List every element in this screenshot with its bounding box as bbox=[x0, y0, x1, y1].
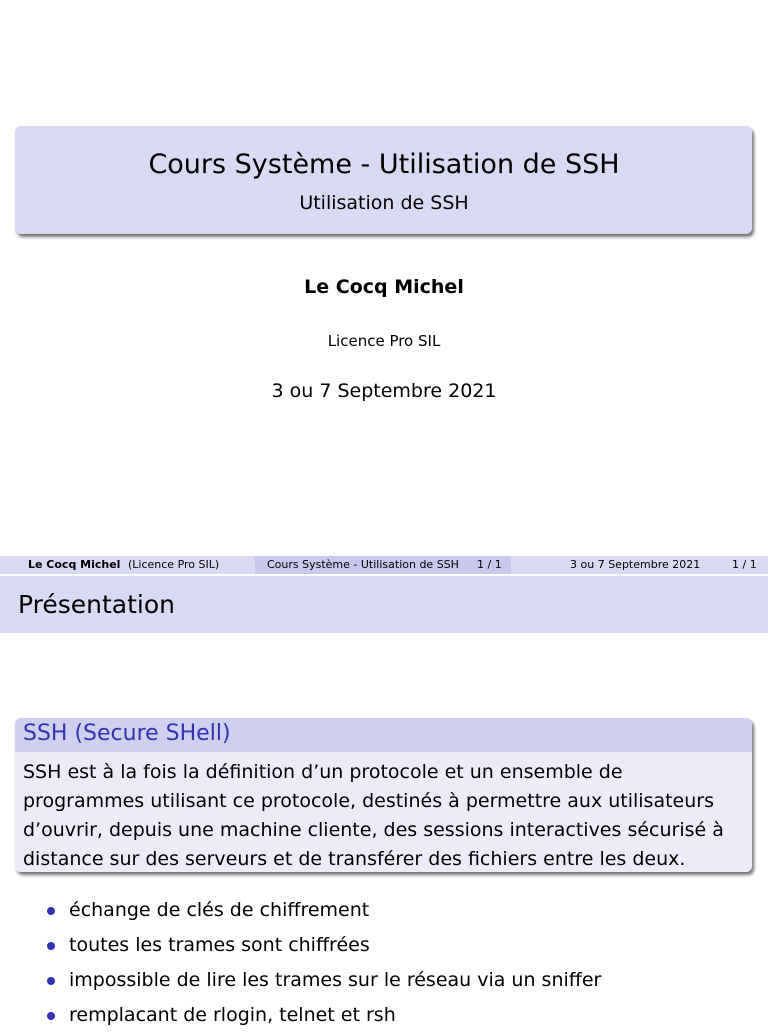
bullet-icon bbox=[47, 977, 55, 985]
date: 3 ou 7 Septembre 2021 bbox=[271, 380, 497, 402]
footer-title-page: 1 / 1 bbox=[477, 558, 502, 571]
frame-title: Présentation bbox=[18, 590, 176, 619]
slide-subtitle: Utilisation de SSH bbox=[299, 192, 469, 214]
title-box bbox=[15, 126, 752, 234]
bullet-list bbox=[45, 893, 745, 1033]
footer-date: 3 ou 7 Septembre 2021 bbox=[570, 558, 701, 571]
bullet-icon bbox=[47, 1012, 55, 1020]
block-title: SSH (Secure SHell) bbox=[23, 721, 231, 746]
footer-author-section bbox=[0, 556, 255, 574]
list-item bbox=[45, 963, 745, 998]
list-item-text: échange de clés de chiffrement bbox=[69, 899, 370, 921]
definition-block bbox=[15, 718, 752, 872]
institute: Licence Pro SIL bbox=[327, 332, 441, 350]
slide-title: Cours Système - Utilisation de SSH bbox=[148, 149, 620, 180]
list-item-text: remplacant de rlogin, telnet et rsh bbox=[69, 1004, 396, 1026]
footer-date-section bbox=[511, 556, 768, 574]
list-item-text: impossible de lire les trames sur le réseau via un sniffer bbox=[69, 969, 602, 991]
list-item bbox=[45, 928, 745, 963]
footer-institute: (Licence Pro SIL) bbox=[128, 558, 220, 571]
footer-title: Cours Système - Utilisation de SSH bbox=[267, 558, 459, 571]
footer-title-section bbox=[255, 556, 511, 574]
author: Le Cocq Michel bbox=[304, 276, 464, 298]
list-item bbox=[45, 893, 745, 928]
list-item bbox=[45, 998, 745, 1033]
bullet-icon bbox=[47, 942, 55, 950]
footer-bar bbox=[0, 556, 768, 574]
footer-page: 1 / 1 bbox=[732, 558, 757, 571]
bullet-icon bbox=[47, 907, 55, 915]
footer-author: Le Cocq Michel bbox=[28, 558, 121, 571]
block-text: SSH est à la fois la définition d’un protocole et un ensemble de programmes utilisant ce protocole, destinés à permettre aux utilisateurs d’ouvrir, depuis une machine cliente, des sessions interactives sécurisé à distance sur des serveurs et de transférer des fichiers entre les deux. bbox=[23, 761, 724, 870]
list-item-text: toutes les trames sont chiffrées bbox=[69, 934, 370, 956]
